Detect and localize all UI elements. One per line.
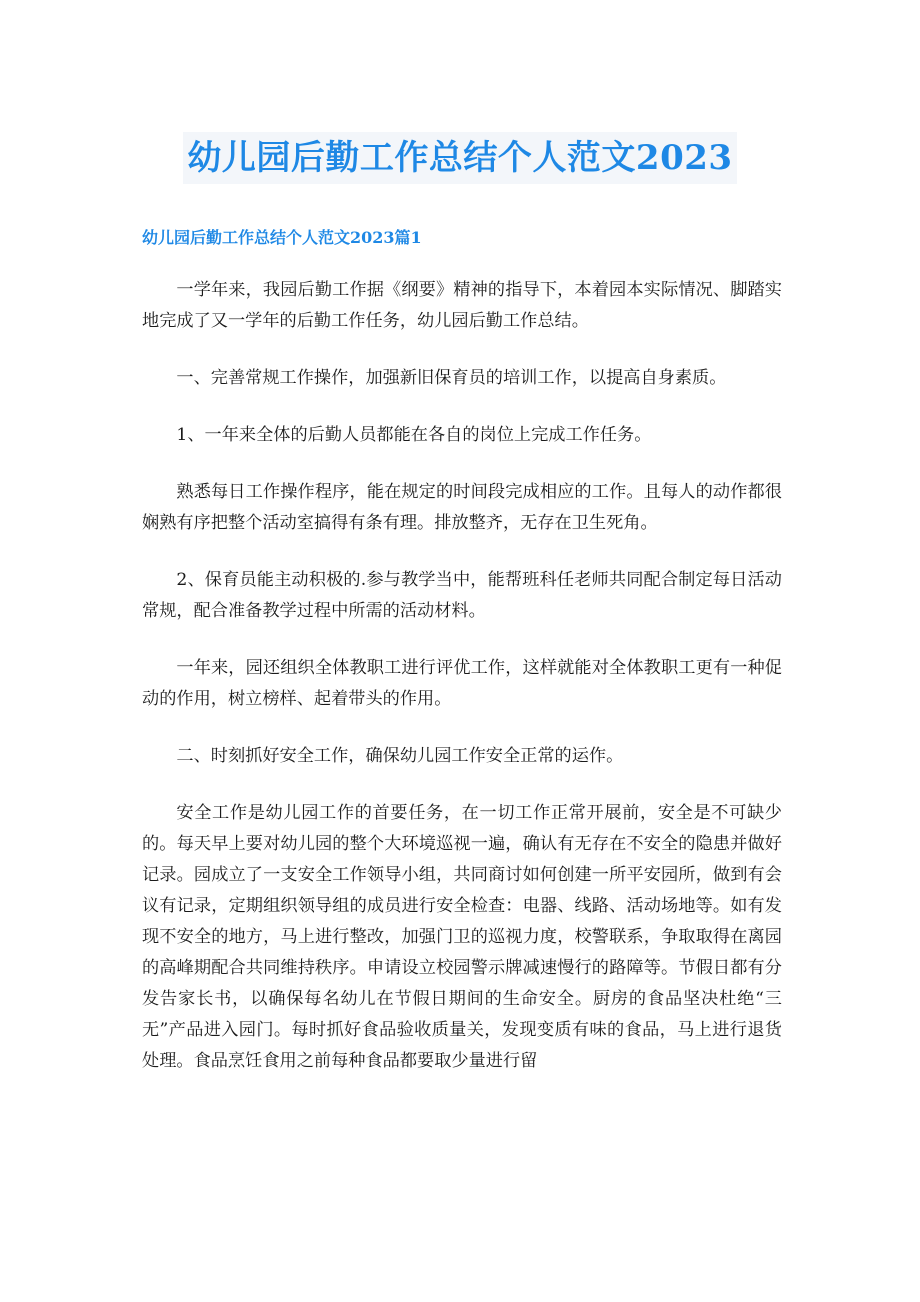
paragraph-section-one-heading: 一、完善常规工作操作，加强新旧保育员的培训工作，以提高自身素质。: [176, 368, 727, 388]
document-body: [142, 275, 782, 1103]
paragraph-item-two: 2、保育员能主动积极的.参与教学当中，能帮班科任老师共同配合制定每日活动常规，配合准备教学过程中所需的活动材料。: [142, 570, 782, 621]
paragraph-safety: 安全工作是幼儿园工作的首要任务，在一切工作正常开展前，安全是不可缺少的。每天早上要对幼儿园的整个大环境巡视一遍，确认有无存在不安全的隐患并做好记录。园成立了一支安全工作领导小组，共同商讨如何创建一所平安园所，做到有会议有记录，定期组织领导组的成员进行安全检查：电器、线路、活动场地等。如有发现不安全的地方，马上进行整改，加强门卫的巡视力度，校警联系，争取取得在离园的高峰期配合共同维持秩序。申请设立校园警示牌减速慢行的路障等。节假日都有分发告家长书，以确保每名幼儿在节假日期间的生命安全。厨房的食品坚决杜绝“三无”产品进入园门。每时抓好食品验收质量关，发现变质有味的食品，马上进行退货处理。食品烹饪食用之前每种食品都要取少量进行留: [142, 803, 782, 1071]
section-heading: 幼儿园后勤工作总结个人范文2023篇1: [142, 228, 422, 247]
paragraph-intro: 一学年来，我园后勤工作据《纲要》精神的指导下，本着园本实际情况、脚踏实地完成了又一学年的后勤工作任务，幼儿园后勤工作总结。: [142, 280, 782, 331]
paragraph-section-two-heading: 二、时刻抓好安全工作，确保幼儿园工作安全正常的运作。: [176, 746, 624, 766]
page-title: 幼儿园后勤工作总结个人范文2023: [183, 132, 736, 184]
paragraph-evaluation: 一年来，园还组织全体教职工进行评优工作，这样就能对全体教职工更有一种促动的作用，树立榜样、起着带头的作用。: [142, 658, 782, 709]
paragraph-daily-operations: 熟悉每日工作操作程序，能在规定的时间段完成相应的工作。且每人的动作都很娴熟有序把整个活动室搞得有条有理。排放整齐，无存在卫生死角。: [142, 482, 782, 533]
paragraph-item-one: 1、一年来全体的后勤人员都能在各自的岗位上完成工作任务。: [176, 425, 652, 445]
title-container: [0, 132, 920, 184]
